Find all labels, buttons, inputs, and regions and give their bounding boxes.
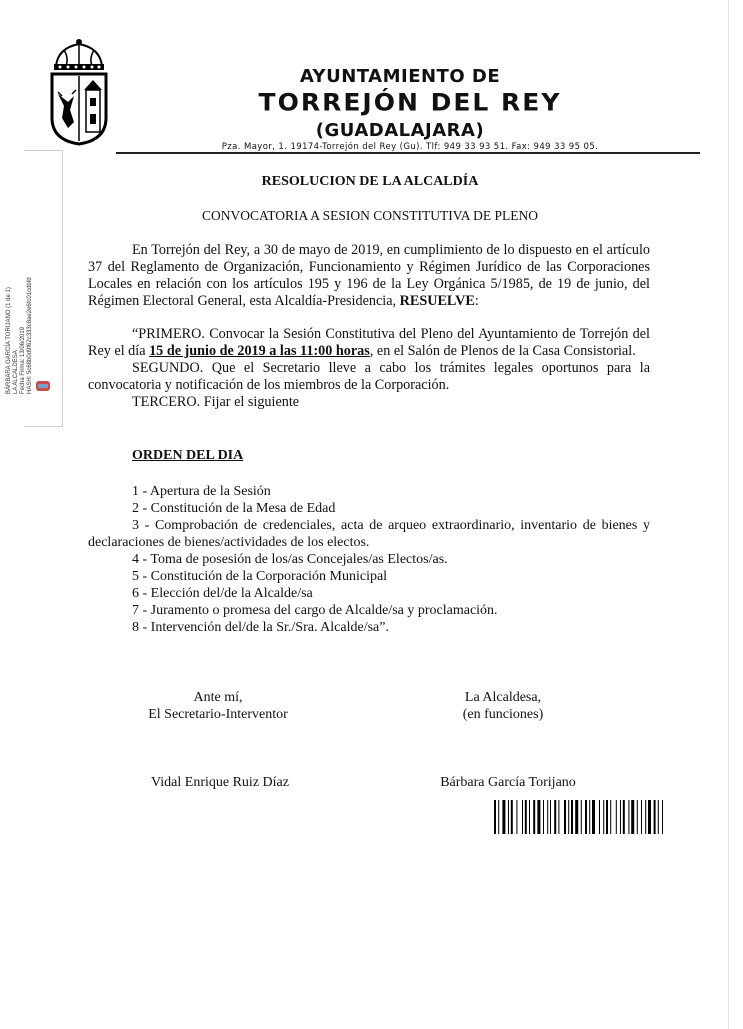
coat-of-arms-icon — [44, 36, 114, 148]
barcode-bar — [606, 800, 608, 834]
list-item: 5 - Constitución de la Corporación Municipal — [132, 569, 388, 584]
header-address: Pza. Mayor, 1. 19174-Torrejón del Rey (Gu). Tlf: 949 33 93 51. Fax: 949 33 95 05. — [221, 142, 599, 152]
primero-text-end: , en el Salón de Plenos de la Casa Consistorial. — [369, 343, 636, 359]
barcode-bar — [641, 800, 642, 834]
tercero-paragraph: TERCERO. Fijar el siguiente — [132, 394, 300, 410]
barcode-bar — [525, 800, 527, 834]
stamp-line: LA ALCALDESA — [13, 350, 19, 394]
barcode-bar — [620, 800, 621, 834]
barcode-bar — [571, 800, 573, 834]
barcode-bar — [603, 800, 604, 834]
barcode-bar — [533, 800, 535, 834]
list-item: 3 - Comprobación de credenciales, acta de arqueo extraordinario, inventario de bienes y declaraciones de bienes/actividades de los electos. — [88, 518, 650, 550]
barcode-bar — [511, 800, 513, 834]
barcode-bar — [550, 800, 551, 834]
stamp-line: HASH: 5c68b0d9f62c333c8ae2e6fc01cdbfd — [27, 277, 33, 394]
barcode-bar — [498, 800, 499, 834]
barcode-bar — [543, 800, 544, 834]
secretary-line2: El Secretario-Interventor — [148, 707, 288, 722]
intro-end: : — [474, 293, 479, 309]
barcode-bar — [508, 800, 509, 834]
barcode-bar — [628, 800, 629, 834]
secretary-name: Vidal Enrique Ruiz Díaz — [151, 775, 289, 790]
orden-del-dia-list — [88, 483, 650, 636]
stamp-line: BÁRBARA GARCÍA TORIJANO (1 de 1) — [6, 287, 12, 394]
mayor-name: Bárbara García Torijano — [440, 775, 576, 790]
intro-paragraph — [88, 242, 650, 310]
intro-text: En Torrejón del Rey, a 30 de mayo de 2019, en cumplimiento de lo dispuesto en el artículo 37 del Reglamento de Organización, Funcionamiento y Régimen Jurídico de las Corporaciones Locales en relación con los artículos 195 y 196 de la Ley Orgánica 5/1985, de 19 de junio, del Régimen Electoral General, esta Alcaldía-Presidencia, — [88, 242, 650, 309]
barcode-bar — [589, 800, 590, 834]
session-date: 15 de junio de 2019 a las 11:00 horas — [149, 343, 370, 359]
barcode-bar — [568, 800, 569, 834]
page-edge — [728, 0, 729, 1029]
barcode-bar — [631, 800, 634, 834]
stamp-line: Fecha Firma: 13/06/2019 — [20, 326, 26, 394]
document-subtitle: CONVOCATORIA A SESION CONSTITUTIVA DE PLENO — [202, 208, 538, 223]
barcode-bar — [662, 800, 663, 834]
header-line1: AYUNTAMIENTO DE — [299, 66, 501, 87]
barcode-bar — [558, 800, 559, 834]
header-province: (GUADALAJARA) — [315, 120, 485, 141]
barcode-bar — [610, 800, 611, 834]
resolution-body — [88, 326, 650, 411]
barcode-bar — [564, 800, 566, 834]
document-title: RESOLUCION DE LA ALCALDÍA — [261, 174, 479, 189]
mayor-line2: (en funciones) — [462, 707, 544, 722]
header-town-name: TORREJÓN DEL REY — [258, 88, 562, 117]
primero-paragraph — [88, 326, 650, 360]
header-rule — [116, 152, 700, 154]
barcode-bar — [502, 800, 505, 834]
list-item: 2 - Constitución de la Mesa de Edad — [132, 501, 336, 516]
barcode-bar — [537, 800, 540, 834]
segundo-paragraph: SEGUNDO. Que el Secretario lleve a cabo los trámites legales oportunos para la convocatoria y notificación de los miembros de la Corporación. — [88, 360, 650, 393]
list-item: 8 - Intervención del/de la Sr./Sra. Alcalde/sa”. — [132, 620, 389, 635]
barcode-bar — [637, 800, 638, 834]
list-item: 1 - Apertura de la Sesión — [132, 484, 271, 499]
list-item: 7 - Juramento o promesa del cargo de Alcalde/sa y proclamación. — [132, 603, 498, 618]
secretary-signature-block — [130, 689, 306, 723]
barcode-bar — [645, 800, 646, 834]
barcode-bar — [592, 800, 595, 834]
signature-stamp-text — [6, 154, 34, 394]
barcode-icon — [494, 800, 743, 834]
mayor-signature-block — [440, 689, 566, 723]
resuelve-text: RESUELVE — [399, 293, 475, 309]
barcode-bar — [554, 800, 556, 834]
list-item: 4 - Toma de posesión de los/as Concejales/as Electos/as. — [132, 552, 448, 567]
barcode-bar — [654, 800, 656, 834]
stamp-seal-icon — [35, 380, 51, 392]
list-item: 6 - Elección del/de la Alcalde/sa — [132, 586, 313, 601]
mayor-line1: La Alcaldesa, — [464, 690, 542, 705]
barcode-bar — [658, 800, 659, 834]
barcode-bar — [648, 800, 651, 834]
secretary-line1: Ante mí, — [193, 690, 243, 705]
barcode-bar — [516, 800, 517, 834]
barcode-bar — [585, 800, 587, 834]
barcode-bar — [575, 800, 578, 834]
barcode-bar — [581, 800, 582, 834]
barcode-bar — [599, 800, 600, 834]
barcode-bar — [522, 800, 523, 834]
primero-text: “PRIMERO. Convocar la Sesión Constitutiva del Pleno del Ayuntamiento de Torrejón del Rey el día — [88, 326, 650, 359]
barcode-bar — [616, 800, 617, 834]
barcode-bar — [529, 800, 530, 834]
barcode-bar — [494, 800, 496, 834]
orden-del-dia-title: ORDEN DEL DIA — [132, 448, 244, 463]
barcode-bar — [623, 800, 625, 834]
barcode-bar — [547, 800, 548, 834]
